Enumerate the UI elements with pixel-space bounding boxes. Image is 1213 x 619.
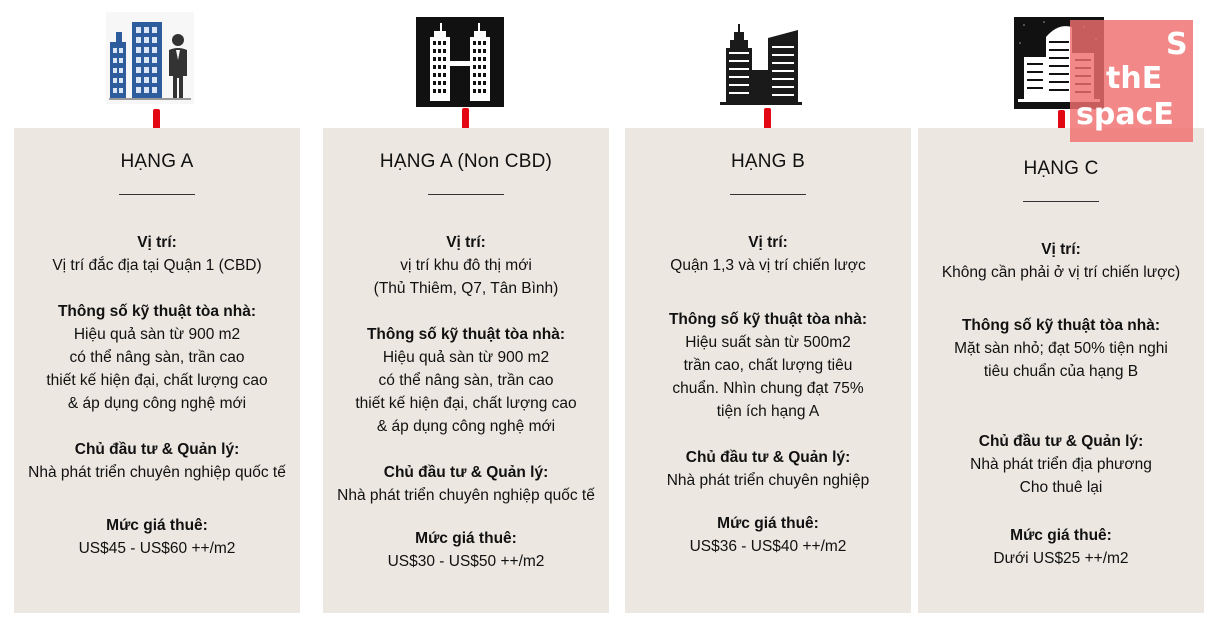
title-divider	[119, 194, 195, 195]
location-label: Vị trí:	[446, 234, 486, 251]
investor-line: Nhà phát triển địa phương	[970, 456, 1152, 473]
price-line: US$45 - US$60 ++/m2	[78, 540, 236, 557]
price-line: US$30 - US$50 ++/m2	[387, 553, 545, 570]
price-label: Mức giá thuê:	[717, 515, 819, 532]
price-label: Mức giá thuê:	[1010, 527, 1112, 544]
location-section	[922, 238, 1200, 284]
investor-section	[18, 438, 296, 484]
price-section	[922, 524, 1200, 570]
spec-section	[629, 308, 907, 423]
office-buildings-businessman-icon	[106, 12, 194, 104]
location-line: Quận 1,3 và vị trí chiến lược	[670, 257, 866, 274]
spec-line: tiện ích hạng A	[716, 403, 820, 420]
logo-letter-s: S	[1166, 27, 1188, 62]
twin-towers-icon	[416, 17, 504, 107]
card-hang-c	[918, 128, 1204, 613]
spec-label: Thông số kỹ thuật tòa nhà:	[57, 303, 257, 320]
spec-line: trần cao, chất lượng tiêu	[683, 357, 853, 374]
location-line: vị trí khu đô thị mới	[400, 257, 532, 274]
spec-line: chuẩn. Nhìn chung đạt 75%	[672, 380, 864, 397]
investor-section	[327, 461, 605, 507]
investor-label: Chủ đầu tư & Quản lý:	[978, 433, 1144, 450]
spec-section	[922, 314, 1200, 383]
spec-line: Hiệu suất sàn từ 500m2	[685, 334, 851, 351]
card-title: HẠNG A (Non CBD)	[379, 151, 553, 172]
investor-label: Chủ đầu tư & Quản lý:	[685, 449, 851, 466]
spec-line: thiết kế hiện đại, chất lượng cao	[355, 395, 577, 412]
location-label: Vị trí:	[137, 234, 177, 251]
spec-label: Thông số kỹ thuật tòa nhà:	[668, 311, 868, 328]
location-section	[629, 231, 907, 277]
location-section	[327, 231, 605, 300]
logo-line-the: thE	[1106, 61, 1163, 96]
location-label: Vị trí:	[748, 234, 788, 251]
title-divider	[1023, 201, 1099, 202]
price-label: Mức giá thuê:	[106, 517, 208, 534]
location-line: Không cần phải ở vị trí chiến lược)	[941, 264, 1181, 281]
location-label: Vị trí:	[1041, 241, 1081, 258]
investor-label: Chủ đầu tư & Quản lý:	[383, 464, 549, 481]
logo-line-space: spacE	[1076, 97, 1174, 132]
spec-label: Thông số kỹ thuật tòa nhà:	[366, 326, 566, 343]
card-title: HẠNG A	[120, 151, 194, 172]
card-title: HẠNG B	[730, 151, 806, 172]
card-hang-b	[625, 128, 911, 613]
spec-label: Thông số kỹ thuật tòa nhà:	[961, 317, 1161, 334]
location-section	[18, 231, 296, 277]
spec-section	[18, 300, 296, 415]
spec-line: & áp dụng công nghệ mới	[67, 395, 247, 412]
investor-line: Nhà phát triển chuyên nghiệp quốc tế	[28, 464, 286, 481]
location-line: Vị trí đắc địa tại Quận 1 (CBD)	[52, 257, 262, 274]
spec-line: Hiệu quả sàn từ 900 m2	[73, 326, 241, 343]
investor-section	[629, 446, 907, 492]
price-label: Mức giá thuê:	[415, 530, 517, 547]
price-line: US$36 - US$40 ++/m2	[689, 538, 847, 555]
price-line: Dưới US$25 ++/m2	[993, 550, 1129, 567]
card-hang-a	[14, 128, 300, 613]
spec-section	[327, 323, 605, 438]
spec-line: tiêu chuẩn của hạng B	[983, 363, 1139, 380]
the-space-logo	[1070, 20, 1193, 142]
investor-line: Nhà phát triển chuyên nghiệp	[666, 472, 870, 489]
card-title: HẠNG C	[1023, 158, 1099, 179]
price-section	[327, 527, 605, 573]
card-hang-a-non-cbd	[323, 128, 609, 613]
price-section	[629, 512, 907, 558]
spec-line: & áp dụng công nghệ mới	[376, 418, 556, 435]
investor-line: Nhà phát triển chuyên nghiệp quốc tế	[337, 487, 595, 504]
spec-line: có thể nâng sàn, trần cao	[69, 349, 245, 366]
investor-line: Cho thuê lại	[1019, 479, 1103, 496]
spec-line: Mặt sàn nhỏ; đạt 50% tiện nghi	[954, 340, 1168, 357]
investor-section	[922, 430, 1200, 499]
investor-label: Chủ đầu tư & Quản lý:	[74, 441, 240, 458]
spec-line: thiết kế hiện đại, chất lượng cao	[46, 372, 268, 389]
title-divider	[730, 194, 806, 195]
skyscrapers-icon	[718, 20, 804, 106]
price-section	[18, 514, 296, 560]
location-line: (Thủ Thiêm, Q7, Tân Bình)	[373, 280, 559, 297]
spec-line: Hiệu quả sàn từ 900 m2	[382, 349, 550, 366]
title-divider	[428, 194, 504, 195]
spec-line: có thể nâng sàn, trần cao	[378, 372, 554, 389]
